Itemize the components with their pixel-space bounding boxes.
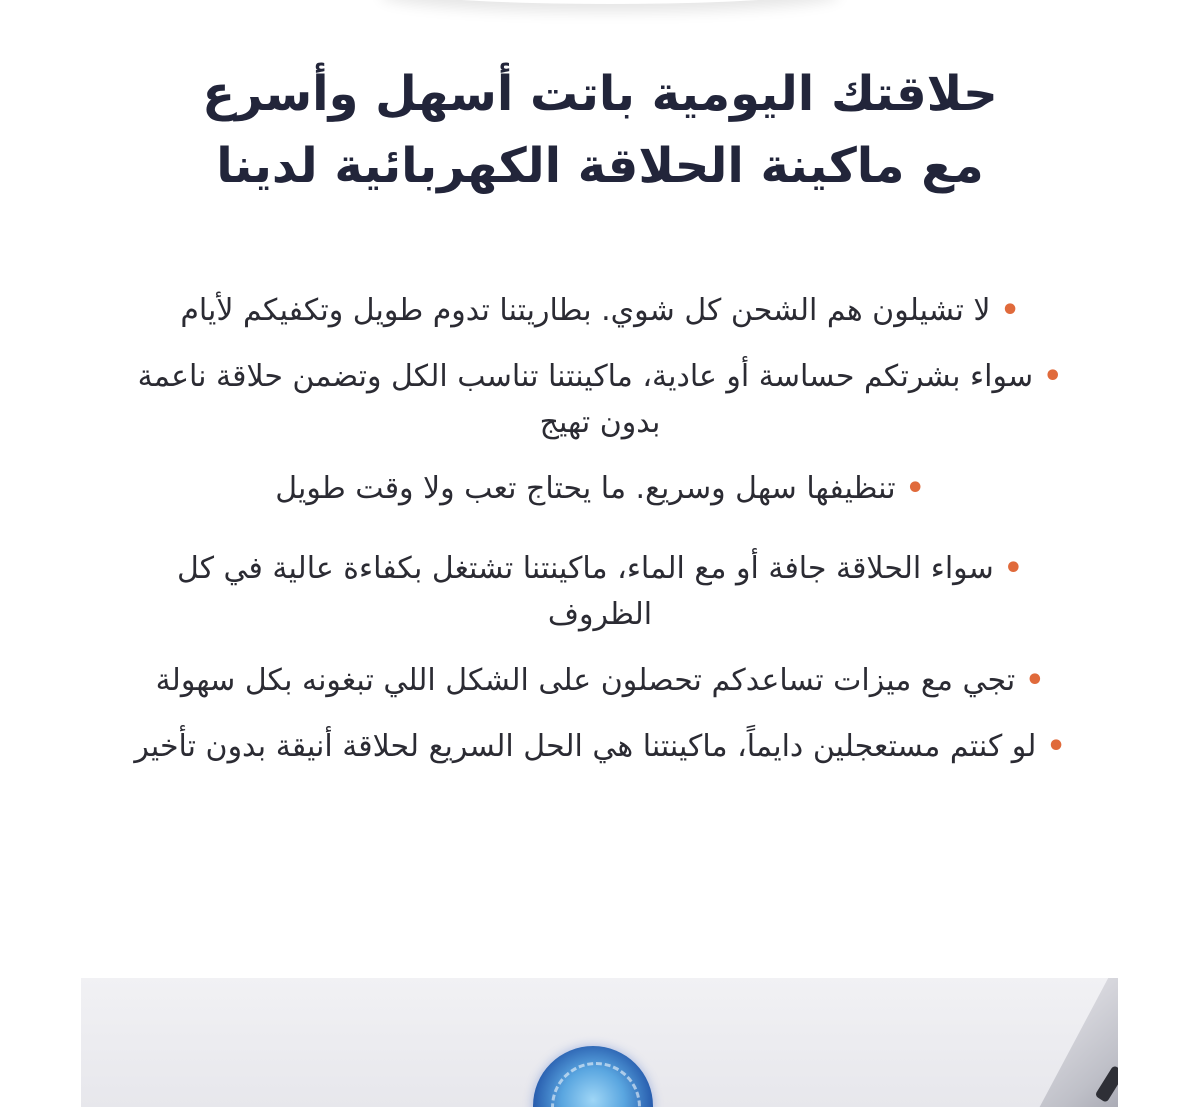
feature-item-wet-dry bbox=[130, 546, 1070, 638]
feature-text: لو كنتم مستعجلين دايماً، ماكينتنا هي الحل السريع لحلاقة أنيقة بدون تأخير bbox=[134, 729, 1037, 764]
top-card-shadow bbox=[380, 0, 840, 4]
feature-text: تجي مع ميزات تساعدكم تحصلون على الشكل اللي تبغونه بكل سهولة bbox=[155, 663, 1016, 698]
feature-list bbox=[130, 288, 1070, 790]
feature-text: سواء بشرتكم حساسة أو عادية، ماكينتنا تناسب الكل وتضمن حلاقة ناعمة بدون تهيج bbox=[137, 359, 1034, 440]
headline-line-2: مع ماكينة الحلاقة الكهربائية لدينا bbox=[216, 138, 984, 194]
feature-item-speed bbox=[130, 724, 1070, 770]
bullet-icon: • bbox=[1000, 293, 1020, 328]
feature-text: تنظيفها سهل وسريع. ما يحتاج تعب ولا وقت طويل bbox=[275, 471, 896, 506]
bullet-icon: • bbox=[1043, 359, 1063, 394]
feature-item-skin bbox=[130, 354, 1070, 446]
headline-line-1: حلاقتك اليومية باتت أسهل وأسرع bbox=[202, 66, 998, 122]
bullet-icon: • bbox=[905, 471, 925, 506]
page-headline bbox=[80, 58, 1120, 202]
bullet-icon: • bbox=[1025, 663, 1045, 698]
feature-item-battery bbox=[130, 288, 1070, 334]
bullet-icon: • bbox=[1046, 729, 1066, 764]
feature-item-styling bbox=[130, 658, 1070, 704]
feature-text: سواء الحلاقة جافة أو مع الماء، ماكينتنا تشتغل بكفاءة عالية في كل الظروف bbox=[177, 551, 994, 632]
feature-text: لا تشيلون هم الشحن كل شوي. بطاريتنا تدوم طويل وتكفيكم لأيام bbox=[180, 293, 991, 328]
feature-item-cleaning bbox=[130, 466, 1070, 512]
bullet-icon: • bbox=[1003, 551, 1023, 586]
product-image bbox=[81, 978, 1118, 1107]
